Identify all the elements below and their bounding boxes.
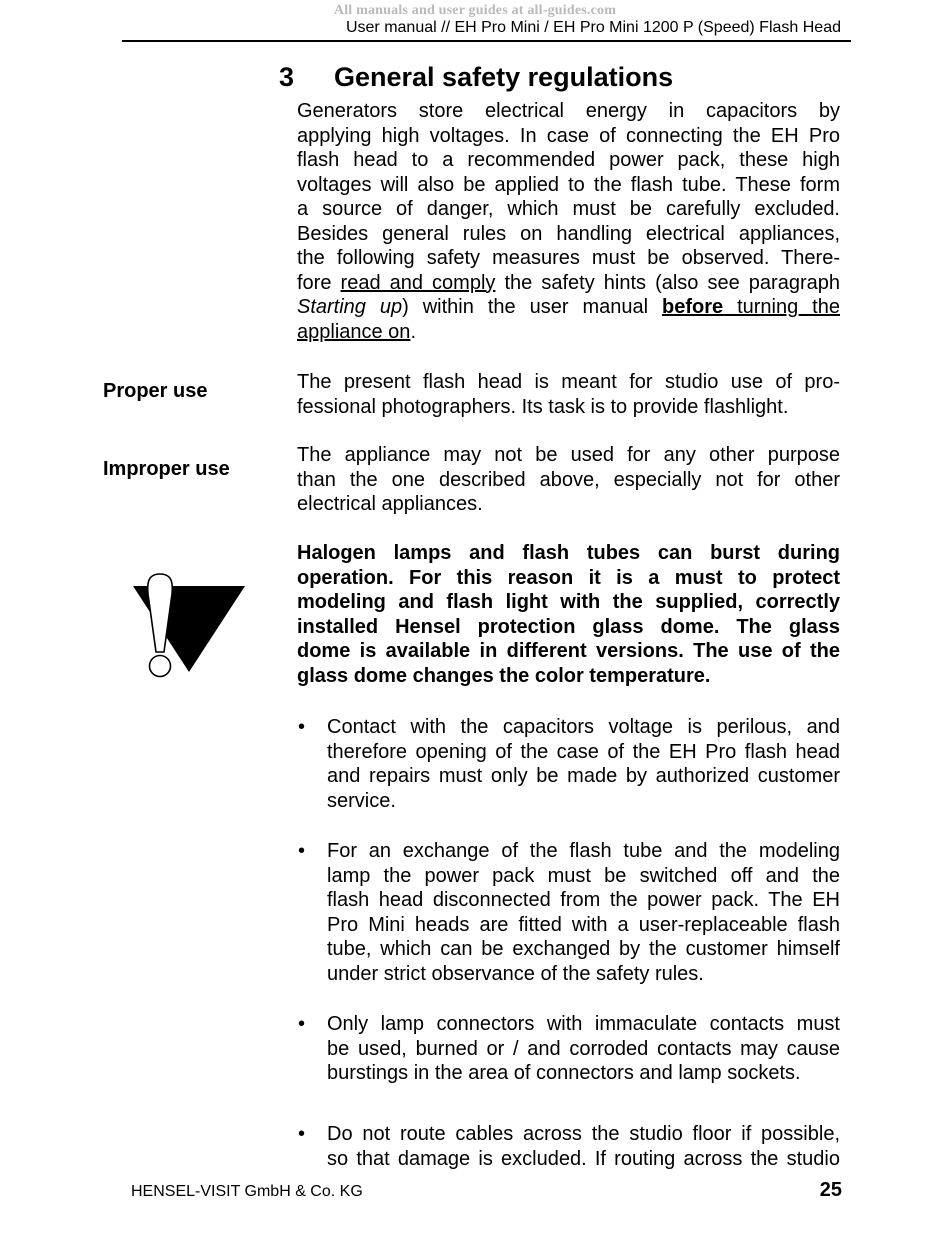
text-line: and repairs must only be made by authorized customer [327, 765, 840, 787]
text-line: Besides general rules on handling electrical appliances, [297, 222, 840, 245]
text-line: tube, which can be exchanged by the customer himself [327, 938, 840, 960]
improper-use-paragraph [297, 443, 840, 517]
text-line: Do not route cables across the studio floor if possible, [327, 1123, 840, 1145]
text-line: fessional photographers. Its task is to provide flashlight. [297, 395, 789, 418]
emphasis-before: before [662, 296, 724, 318]
text-line: Generators store electrical energy in capacitors by [297, 100, 840, 122]
intro-paragraph [297, 99, 840, 344]
bullet-marker: • [298, 1013, 306, 1035]
header-rule [122, 40, 851, 42]
text-line: installed Hensel protection glass dome. The glass [297, 615, 840, 638]
footer-company: HENSEL-VISIT GmbH & Co. KG [131, 1183, 363, 1200]
text-run: the safety hints (also see paragraph [495, 271, 840, 294]
proper-use-paragraph [297, 370, 840, 419]
emphasis-turning-the: turning the [723, 296, 840, 318]
text-line: therefore opening of the case of the EH Pro flash head [327, 740, 840, 763]
bullet-item [327, 839, 840, 986]
text-line: The present flash head is meant for studio use of pro- [297, 371, 840, 393]
text-line: Contact with the capacitors voltage is perilous, and [327, 716, 840, 738]
text-line: service. [327, 789, 396, 812]
bullet-marker: • [298, 716, 306, 738]
section-number: 3 [279, 62, 295, 92]
bullet-marker: • [298, 1123, 306, 1145]
proper-use-label: Proper use [103, 380, 208, 402]
emphasis-appliance-on: appliance on [297, 320, 411, 343]
text-line: Pro Mini heads are fitted with a user-replaceable flash [327, 913, 840, 936]
text-line: modeling and flash light with the supplied, correctly [297, 591, 840, 613]
bullet-item [327, 1122, 840, 1171]
watermark: All manuals and user guides at all-guides.com [333, 3, 617, 18]
warning-paragraph [297, 541, 840, 688]
text-line: voltages will also be applied to the flash tube. These form [297, 173, 840, 196]
text-line: burstings in the area of connectors and lamp sockets. [327, 1062, 801, 1084]
text-line: under strict observance of the safety rules. [327, 962, 704, 985]
text-line: glass dome changes the color temperature. [297, 664, 711, 687]
text-line: Halogen lamps and flash tubes can burst during [297, 542, 840, 564]
text-line: electrical appliances. [297, 493, 483, 515]
reference-starting-up: Starting up [297, 296, 403, 318]
section-title-text: General safety regulations [334, 62, 674, 92]
text-run: fore [297, 271, 341, 294]
text-run: ) within the user manual [402, 296, 662, 318]
warning-exclamation-icon [131, 570, 247, 682]
running-header: User manual // EH Pro Mini / EH Pro Mini 1200 P (Speed) Flash Head [345, 19, 841, 36]
text-line: flash head disconnected from the power pack. The EH [327, 889, 840, 911]
text-line: applying high voltages. In case of connecting the EH Pro [297, 124, 840, 147]
text-line: The appliance may not be used for any other purpose [297, 444, 840, 466]
text-line: so that damage is excluded. If routing across the studio [327, 1147, 840, 1170]
text-line: operation. For this reason it is a must to protect [297, 566, 840, 589]
text-line: a source of danger, which must be carefully excluded. [297, 198, 840, 220]
text-line: the following safety measures must be observed. There- [297, 247, 840, 269]
text-line: flash head to a recommended power pack, these high [297, 149, 840, 171]
text-line: be used, burned or / and corroded contacts may cause [327, 1037, 840, 1060]
section-title [279, 60, 673, 94]
text-line: For an exchange of the flash tube and the modeling [327, 840, 840, 862]
text-line: Only lamp connectors with immaculate contacts must [327, 1013, 840, 1035]
text-line: dome is available in different versions. The use of the [297, 640, 840, 662]
emphasis-read-and-comply: read and comply [340, 271, 496, 294]
bullet-marker: • [298, 840, 306, 862]
bullet-item [327, 1012, 840, 1086]
text-line [297, 271, 840, 296]
text-line [297, 320, 840, 345]
page-number: 25 [819, 1179, 842, 1201]
text-line [297, 295, 840, 320]
text-line: than the one described above, especially not for other [297, 468, 840, 491]
text-run: . [410, 320, 416, 343]
improper-use-label: Improper use [103, 458, 230, 480]
text-line: lamp the power pack must be switched off and the [327, 864, 840, 887]
bullet-item [327, 715, 840, 813]
